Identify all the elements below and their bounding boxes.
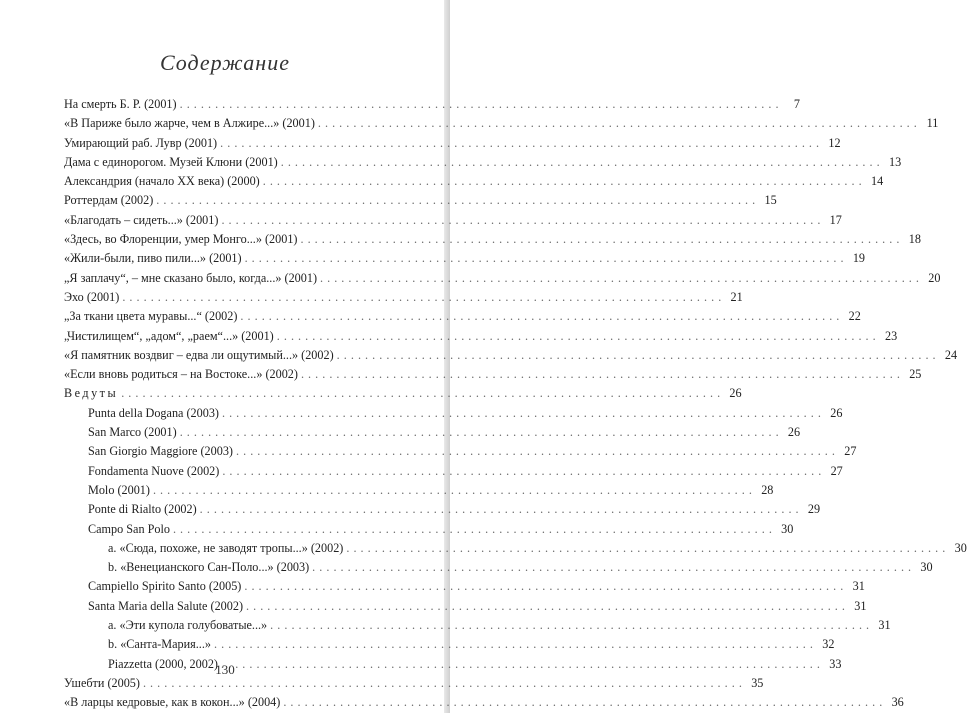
dot-leader: [244, 577, 843, 596]
toc-entry-page: 19: [852, 251, 865, 266]
toc-entry-title: Умирающий раб. Лувр (2001): [64, 135, 218, 150]
toc-entry: [64, 616, 891, 635]
dot-leader: [270, 616, 869, 635]
toc-entry-title: San Marco (2001): [88, 425, 177, 440]
dot-leader: [281, 153, 880, 172]
toc-entry-title: Campiello Spirito Santo (2005): [88, 579, 242, 594]
toc-entry: [64, 346, 958, 365]
dot-leader: [221, 211, 820, 230]
dot-leader: [318, 114, 917, 133]
dot-leader: [300, 230, 899, 249]
toc-entry-title: Ушебти (2005): [64, 675, 140, 690]
toc-entry-page: 25: [909, 367, 922, 382]
toc-entry-page: 30: [920, 560, 933, 575]
toc-entry-page: 26: [787, 425, 801, 440]
dot-leader: [122, 288, 721, 307]
toc-entry-title: Дама с единорогом. Музей Клюни (2001): [64, 154, 278, 169]
toc-entry-title: «Здесь, во Флоренции, умер Монго...» (2001): [64, 232, 298, 247]
toc-entry-title: «Я памятник воздвиг – едва ли ощутимый...» (2002): [64, 347, 334, 362]
toc-entry-page: 29: [807, 502, 821, 517]
toc-entry: [64, 288, 743, 307]
dot-leader: [246, 597, 845, 616]
toc-entry: [64, 520, 794, 539]
toc-entry-title: Molo (2001): [88, 482, 150, 497]
page-number: 130: [215, 662, 235, 677]
toc-entry-title: Piazzetta (2000, 2002): [108, 656, 218, 671]
dot-leader: [220, 134, 819, 153]
toc-entry: [64, 423, 801, 442]
toc-entry-title: Punta della Dogana (2003): [88, 405, 219, 420]
toc-entry-title: «В Париже было жарче, чем в Алжире...» (2001): [64, 116, 315, 131]
toc-entry-title: „Я заплачу“, – мне сказано было, когда...» (2001): [64, 270, 318, 285]
dot-leader: [337, 346, 936, 365]
toc-entry-page: 20: [928, 270, 941, 285]
toc-entry-page: 26: [830, 405, 843, 420]
dot-leader: [283, 693, 882, 712]
toc-entry: [64, 134, 841, 153]
toc-entry: [64, 114, 939, 133]
toc-entry: [64, 172, 884, 191]
toc-entry-title: Александрия (начало XX века) (2000): [64, 174, 260, 189]
toc-entry: [64, 577, 865, 596]
toc-entry-page: 26: [729, 386, 742, 401]
toc-entry: [64, 327, 898, 346]
toc-entry-title: На смерть Б. Р. (2001): [64, 97, 177, 111]
toc-entry-title: San Giorgio Maggiore (2003): [88, 444, 233, 459]
dot-leader: [301, 365, 900, 384]
toc-entry-title: a. «Сюда, похоже, не заводят тропы...» (2002): [108, 540, 344, 555]
dot-leader: [312, 558, 911, 577]
toc-entry-page: 31: [878, 618, 891, 633]
dot-leader: [263, 172, 862, 191]
toc-entry-page: 17: [829, 212, 842, 227]
toc-entry: [64, 230, 921, 249]
toc-entry: [64, 635, 835, 654]
toc-entry-page: 27: [844, 444, 857, 459]
dot-leader: [277, 327, 876, 346]
toc-entry-page: 11: [926, 116, 939, 131]
dot-leader: [240, 307, 839, 326]
dot-leader: [200, 500, 799, 519]
toc-entry-title: «Если вновь родиться – на Востоке...» (2002): [64, 367, 298, 382]
table-of-contents: [64, 95, 967, 713]
toc-entry-page: 13: [888, 154, 902, 169]
toc-entry: [64, 365, 922, 384]
toc-entry-page: 18: [908, 232, 921, 247]
toc-entry-title: Ведуты: [64, 386, 119, 401]
toc-entry-page: 27: [830, 463, 843, 478]
toc-entry-title: Ponte di Rialto (2002): [88, 502, 197, 517]
toc-entry-page: 32: [822, 637, 835, 652]
toc-entry: [64, 211, 842, 230]
toc-entry-page: 31: [854, 598, 867, 613]
dot-leader: [236, 442, 835, 461]
toc-entry-title: „Чистилищем“, „адом“, „раем“...» (2001): [64, 328, 274, 343]
dot-leader: [173, 520, 772, 539]
toc-entry-page: 33: [829, 656, 842, 671]
toc-entry-title: Роттердам (2002): [64, 193, 154, 208]
toc-entry: [64, 481, 774, 500]
toc-entry-title: «В ларцы кедровые, как в кокон...» (2004): [64, 695, 281, 710]
toc-entry: [64, 462, 843, 481]
toc-entry-title: Santa Maria della Salute (2002): [88, 598, 244, 613]
toc-entry: [64, 404, 843, 423]
toc-entry-title: b. «Венецианского Сан-Поло...» (2003): [108, 560, 310, 575]
toc-entry: [64, 269, 941, 288]
toc-entry: [64, 153, 902, 172]
toc-entry-title: Эхо (2001): [64, 289, 120, 304]
dot-leader: [245, 249, 844, 268]
toc-entry-page: 30: [781, 521, 794, 536]
toc-entry-title: „За ткани цвета муравы...“ (2002): [64, 309, 238, 324]
dot-leader: [222, 462, 821, 481]
dot-leader: [153, 481, 752, 500]
toc-entry: [64, 693, 904, 712]
toc-entry-title: b. «Санта-Мария...»: [108, 637, 211, 652]
toc-entry-title: Campo San Polo: [88, 521, 170, 536]
toc-entry-page: 28: [761, 482, 774, 497]
toc-entry: [64, 191, 777, 210]
toc-entry-page: 31: [852, 579, 865, 594]
toc-entry-page: 36: [891, 695, 904, 710]
dot-leader: [346, 539, 945, 558]
toc-entry: [64, 384, 742, 403]
toc-entry-title: «Благодать – сидеть...» (2001): [64, 212, 219, 227]
dot-leader: [180, 423, 779, 442]
dot-leader: [222, 404, 821, 423]
toc-entry-page: 15: [764, 193, 777, 208]
toc-entry: [64, 558, 933, 577]
toc-entry-page: 7: [793, 97, 801, 111]
toc-entry-title: a. «Эти купола голубоватые...»: [108, 618, 268, 633]
toc-entry-page: 21: [730, 289, 743, 304]
dot-leader: [320, 269, 919, 288]
toc-entry-page: 23: [884, 328, 898, 343]
toc-entry: [64, 249, 865, 268]
page-title: Содержание: [159, 50, 290, 75]
toc-entry: [64, 500, 821, 519]
toc-entry-page: 22: [848, 309, 861, 324]
dot-leader: [180, 95, 779, 114]
toc-entry: [64, 307, 861, 326]
toc-entry: [64, 95, 801, 114]
toc-entry: [64, 539, 967, 558]
toc-entry: [64, 597, 867, 616]
toc-entry-page: 14: [870, 174, 884, 189]
toc-entry-page: 35: [751, 675, 764, 690]
toc-entry-page: 12: [828, 135, 841, 150]
toc-entry: [64, 442, 857, 461]
dot-leader: [156, 191, 755, 210]
toc-entry-title: Fondamenta Nuove (2002): [88, 463, 220, 478]
dot-leader: [121, 384, 720, 403]
toc-entry-title: «Жили-были, пиво пили...» (2001): [64, 251, 242, 266]
dot-leader: [214, 635, 813, 654]
toc-entry-page: 24: [944, 347, 958, 362]
toc-entry-page: 30: [954, 540, 967, 555]
